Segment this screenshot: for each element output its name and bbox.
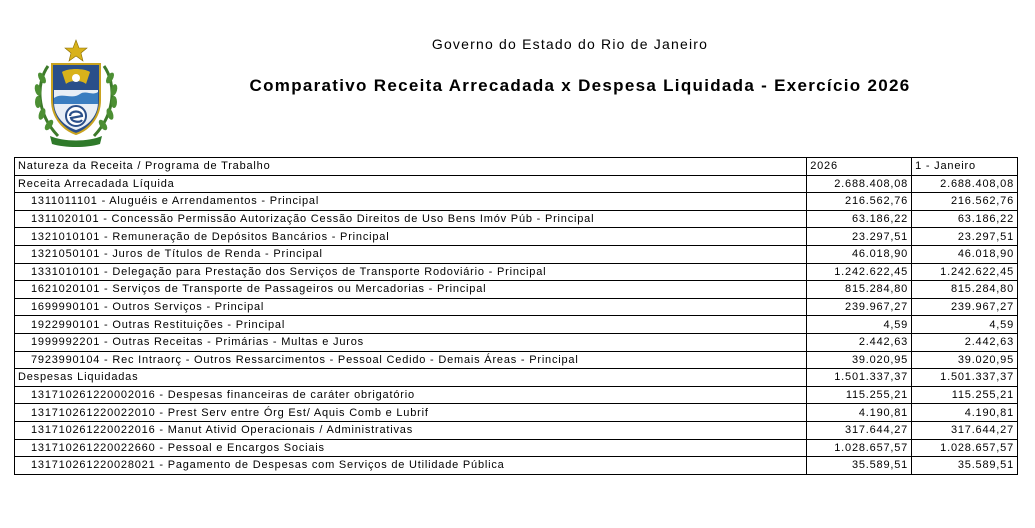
table-row <box>15 210 1018 228</box>
row-value-2026: 23.297,51 <box>807 228 912 246</box>
report-header <box>0 0 1035 150</box>
row-value-january: 39.020,95 <box>912 351 1018 369</box>
row-label: 1699990101 - Outros Serviços - Principal <box>15 298 807 316</box>
report-title: Comparativo Receita Arrecadada x Despesa Liquidada - Exercício 2026 <box>249 76 911 95</box>
table-row <box>15 316 1018 334</box>
row-label: 131710261220022016 - Manut Ativid Operacionais / Administrativas <box>15 421 807 439</box>
row-label: 1621020101 - Serviços de Transporte de Passageiros ou Mercadorias - Principal <box>15 281 807 299</box>
row-value-2026: 46.018,90 <box>807 245 912 263</box>
row-value-january: 216.562,76 <box>912 193 1018 211</box>
table-row <box>15 404 1018 422</box>
row-value-january: 1.501.337,37 <box>912 369 1018 387</box>
row-value-2026: 4.190,81 <box>807 404 912 422</box>
row-value-january: 815.284,80 <box>912 281 1018 299</box>
row-value-january: 46.018,90 <box>912 245 1018 263</box>
row-label: Receita Arrecadada Líquida <box>15 175 807 193</box>
row-value-january: 2.442,63 <box>912 333 1018 351</box>
row-label: 131710261220022010 - Prest Serv entre Órg Est/ Aquis Comb e Lubrif <box>15 404 807 422</box>
row-label: 1321050101 - Juros de Títulos de Renda - Principal <box>15 245 807 263</box>
row-value-2026: 39.020,95 <box>807 351 912 369</box>
row-label: 131710261220002016 - Despesas financeiras de caráter obrigatório <box>15 386 807 404</box>
row-value-january: 1.028.657,57 <box>912 439 1018 457</box>
row-label: 1311011101 - Aluguéis e Arrendamentos - Principal <box>15 193 807 211</box>
state-coat-of-arms-icon <box>28 38 124 150</box>
row-value-2026: 4,59 <box>807 316 912 334</box>
row-label: 1922990101 - Outras Restituições - Principal <box>15 316 807 334</box>
row-value-2026: 317.644,27 <box>807 421 912 439</box>
row-value-2026: 2.442,63 <box>807 333 912 351</box>
row-value-january: 317.644,27 <box>912 421 1018 439</box>
row-value-january: 35.589,51 <box>912 457 1018 475</box>
row-value-january: 2.688.408,08 <box>912 175 1018 193</box>
row-value-january: 239.967,27 <box>912 298 1018 316</box>
row-label: 7923990104 - Rec Intraorç - Outros Ressarcimentos - Pessoal Cedido - Demais Áreas - Principal <box>15 351 807 369</box>
row-value-2026: 2.688.408,08 <box>807 175 912 193</box>
table-section-row <box>15 175 1018 193</box>
table-row <box>15 298 1018 316</box>
row-value-january: 4.190,81 <box>912 404 1018 422</box>
row-label: 131710261220028021 - Pagamento de Despesas com Serviços de Utilidade Pública <box>15 457 807 475</box>
column-header-january: 1 - Janeiro <box>912 158 1018 176</box>
row-value-2026: 216.562,76 <box>807 193 912 211</box>
table-row <box>15 281 1018 299</box>
table-row <box>15 421 1018 439</box>
row-label: 131710261220022660 - Pessoal e Encargos Sociais <box>15 439 807 457</box>
row-value-january: 23.297,51 <box>912 228 1018 246</box>
row-value-2026: 1.242.622,45 <box>807 263 912 281</box>
government-name: Governo do Estado do Rio de Janeiro <box>431 36 709 52</box>
table-header-row <box>15 158 1018 176</box>
row-value-2026: 815.284,80 <box>807 281 912 299</box>
row-label: 1311020101 - Concessão Permissão Autorização Cessão Direitos de Uso Bens Imóv Púb - Principal <box>15 210 807 228</box>
table-section-row <box>15 369 1018 387</box>
table-row <box>15 193 1018 211</box>
column-header-year: 2026 <box>807 158 912 176</box>
row-label: 1999992201 - Outras Receitas - Primárias - Multas e Juros <box>15 333 807 351</box>
row-value-2026: 115.255,21 <box>807 386 912 404</box>
table-row <box>15 333 1018 351</box>
row-value-2026: 239.967,27 <box>807 298 912 316</box>
table-row <box>15 439 1018 457</box>
row-value-2026: 63.186,22 <box>807 210 912 228</box>
table-row <box>15 245 1018 263</box>
table-row <box>15 228 1018 246</box>
row-value-january: 1.242.622,45 <box>912 263 1018 281</box>
row-value-2026: 1.501.337,37 <box>807 369 912 387</box>
table-row <box>15 351 1018 369</box>
column-header-description: Natureza da Receita / Programa de Trabalho <box>15 158 807 176</box>
row-value-2026: 1.028.657,57 <box>807 439 912 457</box>
row-label: Despesas Liquidadas <box>15 369 807 387</box>
row-value-january: 4,59 <box>912 316 1018 334</box>
row-label: 1331010101 - Delegação para Prestação dos Serviços de Transporte Rodoviário - Principal <box>15 263 807 281</box>
row-value-2026: 35.589,51 <box>807 457 912 475</box>
row-value-january: 63.186,22 <box>912 210 1018 228</box>
table-row <box>15 386 1018 404</box>
table-row <box>15 263 1018 281</box>
revenue-expense-table <box>14 157 1018 475</box>
table-row <box>15 457 1018 475</box>
row-label: 1321010101 - Remuneração de Depósitos Bancários - Principal <box>15 228 807 246</box>
row-value-january: 115.255,21 <box>912 386 1018 404</box>
